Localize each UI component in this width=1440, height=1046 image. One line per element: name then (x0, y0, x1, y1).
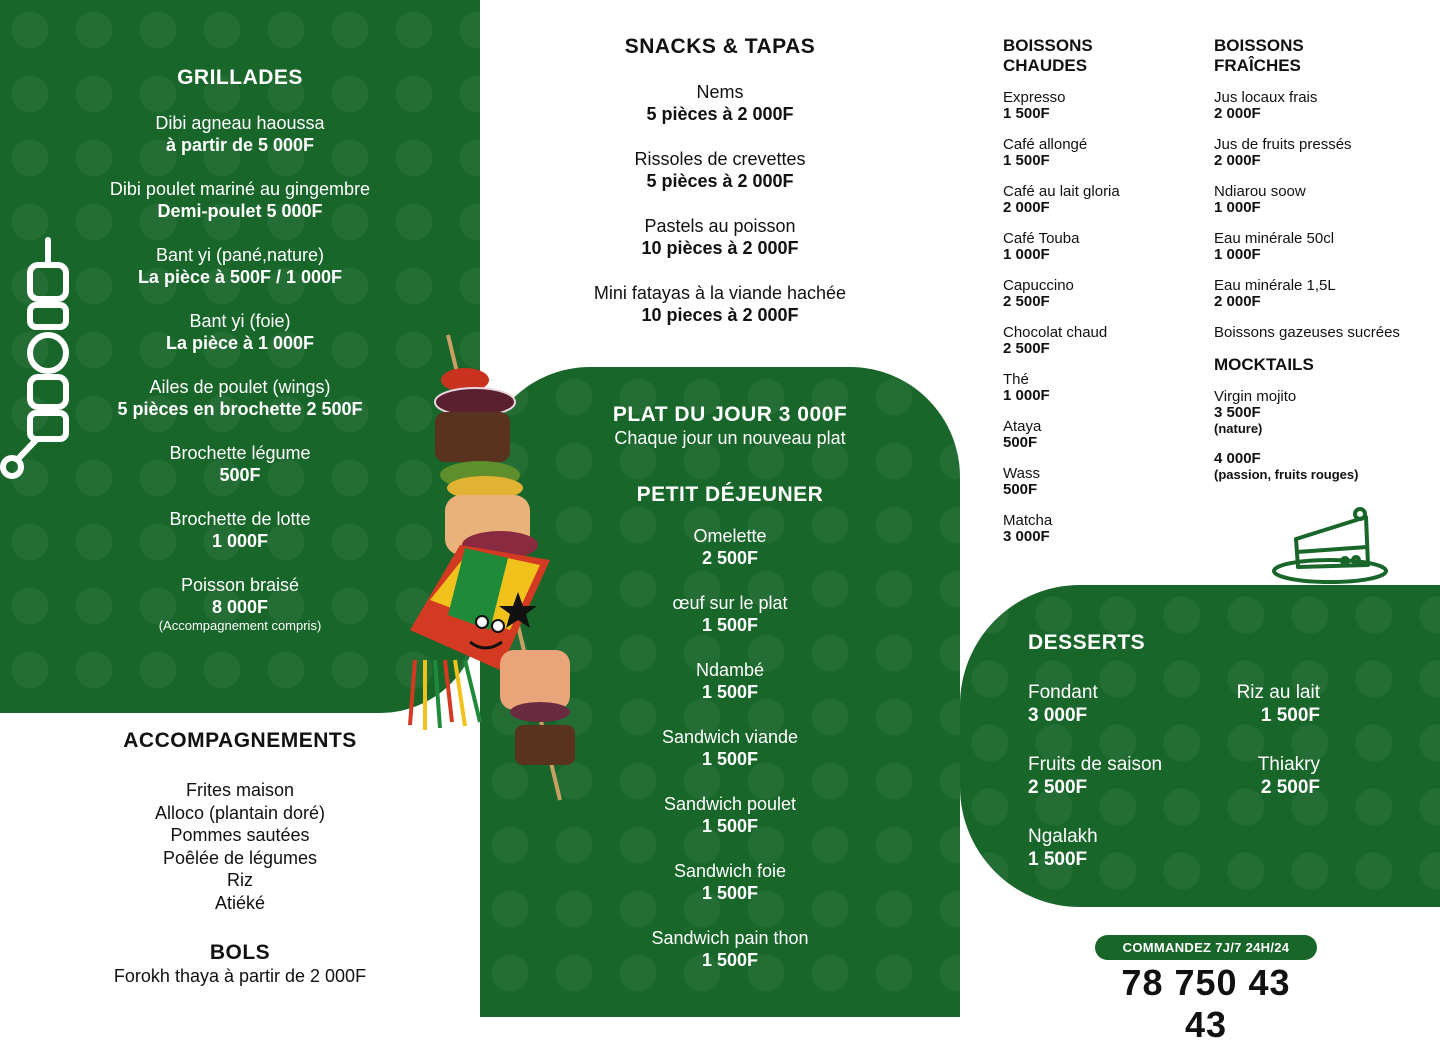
menu-item-name: Rissoles de crevettes (634, 149, 806, 169)
drink-name: Café Touba (1003, 230, 1080, 247)
snacks-panel (480, 0, 960, 365)
menu-item-name: Brochette légume (169, 443, 311, 463)
drinks-panel (960, 0, 1440, 585)
drink-name: Boissons gazeuses sucrées (1214, 324, 1400, 341)
menu-item-price: 2 500F (701, 548, 759, 568)
menu-item-price: 1 500F (701, 615, 759, 635)
drink-price: 2 000F (1003, 199, 1050, 216)
drink-price: 2 500F (1003, 340, 1050, 357)
drink-name: Ataya (1003, 418, 1042, 435)
cold-drinks-column (1214, 36, 1429, 483)
dessert-price: 1 500F (1260, 705, 1320, 726)
hot-drinks-column (1003, 36, 1218, 560)
drink-price: 1 000F (1003, 387, 1050, 404)
menu-item-name: Brochette de lotte (169, 509, 311, 529)
drink-name: Jus de fruits pressés (1214, 136, 1352, 153)
menu-item-price: 1 500F (701, 950, 759, 970)
menu-item-price: 8 000F (211, 597, 269, 617)
side-item: Atiéké (214, 892, 266, 913)
drink-price: 2 000F (1214, 293, 1261, 310)
drink-name: Thé (1003, 371, 1029, 388)
drink-price: 500F (1003, 434, 1038, 451)
dessert-item (1216, 753, 1320, 799)
accompagnements-title: ACCOMPAGNEMENTS (123, 729, 357, 752)
menu-item-name: Sandwich poulet (663, 794, 797, 814)
side-item: Riz (227, 870, 253, 891)
menu-item-name: Omelette (693, 526, 767, 546)
drink-name: Wass (1003, 465, 1040, 482)
menu-item-name: Sandwich viande (661, 727, 799, 747)
desserts-title: DESSERTS (1028, 631, 1146, 654)
menu-item-name: Dibi poulet mariné au gingembre (109, 179, 371, 199)
menu-item-name: Pastels au poisson (644, 216, 796, 236)
dessert-price: 1 500F (1028, 849, 1088, 870)
menu-item-price: La pièce à 500F / 1 000F (137, 267, 343, 287)
menu-item-price: 1 000F (211, 531, 269, 551)
drink-name: Jus locaux frais (1214, 89, 1318, 106)
menu-item-name: œuf sur le plat (672, 593, 788, 613)
dessert-item (1216, 681, 1320, 727)
drink-detail: (passion, fruits rouges) (1214, 467, 1359, 482)
menu-item-price: à partir de 5 000F (165, 135, 315, 155)
drink-name: Eau minérale 1,5L (1214, 277, 1336, 294)
bols-text: Forokh thaya à partir de 2 000F (113, 965, 367, 986)
drink-price: 1 500F (1003, 105, 1050, 122)
menu-item-price: 1 500F (701, 883, 759, 903)
drink-price: 1 000F (1003, 246, 1050, 263)
side-item: Pommes sautées (170, 825, 310, 846)
drink-price: 4 000F (1214, 450, 1261, 467)
cold-drinks-title-line1: BOISSONS (1214, 36, 1304, 55)
cold-drinks-title-line2: FRAÎCHES (1214, 56, 1301, 75)
menu-item-price: 10 pièces à 2 000F (641, 238, 799, 258)
plat-du-jour-title: PLAT DU JOUR 3 000F (612, 403, 848, 426)
menu-item-name: Dibi agneau haoussa (155, 113, 325, 133)
menu-item-price: 5 pièces à 2 000F (646, 171, 794, 191)
drink-name: Café allongé (1003, 136, 1088, 153)
menu-item-price: 1 500F (701, 749, 759, 769)
drink-name: Eau minérale 50cl (1214, 230, 1335, 247)
bols-title: BOLS (209, 940, 271, 964)
side-item: Frites maison (185, 780, 295, 800)
drink-price: 2 000F (1214, 152, 1261, 169)
grillades-title: GRILLADES (177, 66, 303, 89)
order-label: COMMANDEZ 7J/7 24H/24 (1095, 935, 1317, 960)
drink-price: 2 500F (1003, 293, 1050, 310)
menu-item-price: 1 500F (701, 682, 759, 702)
drink-name: Chocolat chaud (1003, 324, 1108, 341)
dessert-item (1028, 681, 1098, 727)
menu-item-name: Nems (696, 82, 744, 102)
menu-item-name: Ailes de poulet (wings) (149, 377, 331, 397)
mocktails-title: MOCKTAILS (1214, 355, 1314, 374)
cake-icon (1270, 505, 1390, 585)
menu-item-price: 500F (219, 465, 261, 485)
dessert-price: 2 500F (1260, 777, 1320, 798)
drink-detail: (nature) (1214, 421, 1263, 436)
hot-drinks-title-line2: CHAUDES (1003, 56, 1088, 75)
drink-name: Ndiarou soow (1214, 183, 1306, 200)
side-item: Alloco (plantain doré) (154, 802, 326, 823)
menu-item-price: Demi-poulet 5 000F (157, 201, 323, 221)
menu-item-price: La pièce à 1 000F (165, 333, 315, 353)
menu-item-price: 1 500F (701, 816, 759, 836)
drink-name: Matcha (1003, 512, 1053, 529)
menu-item-name: Bant yi (pané,nature) (155, 245, 325, 265)
drink-name: Virgin mojito (1214, 388, 1297, 405)
menu-item-name: Bant yi (foie) (189, 311, 291, 331)
menu-item-name: Mini fatayas à la viande hachée (593, 283, 847, 303)
menu-item-price: 10 pieces à 2 000F (641, 305, 799, 325)
dessert-name: Ngalakh (1028, 826, 1098, 847)
brochette-illustration (390, 330, 590, 810)
drink-name: Capuccino (1003, 277, 1074, 294)
drink-name: Café au lait gloria (1003, 183, 1120, 200)
order-block (1095, 935, 1317, 1046)
dessert-price: 2 500F (1028, 777, 1088, 798)
phone-number[interactable]: 78 750 43 43 (1121, 962, 1291, 1045)
drink-price: 1 500F (1003, 152, 1050, 169)
drink-price: 3 500F (1214, 404, 1261, 421)
desserts-panel (960, 585, 1440, 907)
petit-dejeuner-title: PETIT DÉJEUNER (636, 483, 824, 506)
hot-drinks-title-line1: BOISSONS (1003, 36, 1093, 55)
kebab-skewer-icon (0, 235, 70, 495)
dessert-name: Fondant (1028, 682, 1098, 703)
drink-name: Expresso (1003, 89, 1066, 106)
menu-item-name: Sandwich pain thon (651, 928, 809, 948)
plat-du-jour-subtitle: Chaque jour un nouveau plat (614, 428, 846, 448)
drink-price: 2 000F (1214, 105, 1261, 122)
menu-item-note: (Accompagnement compris) (158, 618, 322, 633)
drink-price: 1 000F (1214, 246, 1261, 263)
dessert-price: 3 000F (1028, 705, 1088, 726)
drink-price: 1 000F (1214, 199, 1261, 216)
menu-item-price: 5 pièces à 2 000F (646, 104, 794, 124)
dessert-name: Thiakry (1257, 754, 1320, 775)
menu-item-name: Ndambé (695, 660, 765, 680)
menu-item-name: Poisson braisé (180, 575, 300, 595)
menu-item-name: Sandwich foie (673, 861, 787, 881)
drink-price: 500F (1003, 481, 1038, 498)
dessert-name: Fruits de saison (1028, 754, 1163, 775)
drink-price: 3 000F (1003, 528, 1050, 545)
dessert-name: Riz au lait (1236, 682, 1320, 703)
side-item: Poêlée de légumes (162, 847, 318, 868)
dessert-item (1028, 753, 1162, 799)
snacks-title: SNACKS & TAPAS (624, 35, 816, 58)
dessert-item (1028, 825, 1098, 871)
menu-item-price: 5 pièces en brochette 2 500F (117, 399, 363, 419)
